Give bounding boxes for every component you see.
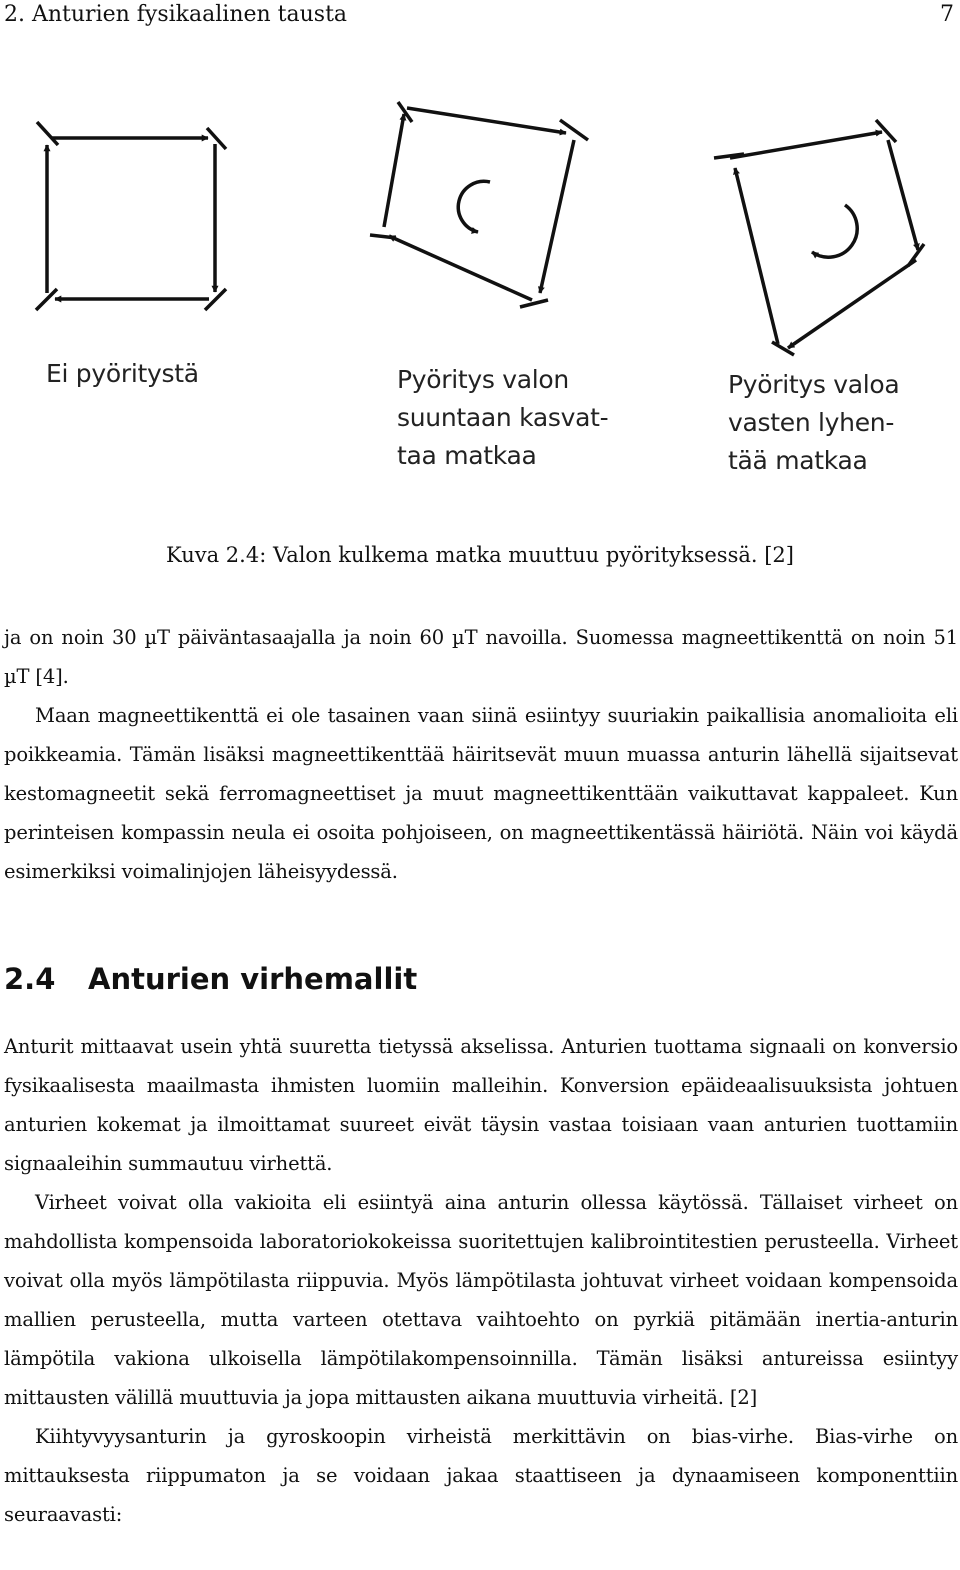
- intro-text: [4, 618, 958, 891]
- section-heading: [4, 955, 417, 1003]
- paragraph: Maan magneettikenttä ei ole tasainen vaan siinä esiintyy suuriakin paikallisia anomalioita eli poikkeamia. Tämän lisäksi magneettikenttää häiritsevät muun muassa anturin lähellä sijaitsevat kestomagneetit sekä ferromagneettiset ja muut magneettikenttään vaikuttavat kappaleet. Kun perinteisen kompassin neula ei osoita pohjoiseen, on magneettikentässä häiriötä. Näin voi käydä esimerkiksi voimalinjojen läheisyydessä.: [4, 704, 958, 883]
- section-number: 2.4: [4, 962, 56, 996]
- arrow-top: [730, 132, 882, 158]
- arrow-right: [540, 140, 574, 293]
- arrow-left: [735, 168, 778, 344]
- figure-caption: Kuva 2.4: Valon kulkema matka muuttuu pyörityksessä. [2]: [166, 543, 794, 567]
- mirror-top-left: [37, 122, 58, 145]
- arrow-right: [888, 140, 918, 250]
- running-header: [4, 0, 954, 30]
- mirror-bottom-left: [370, 235, 396, 238]
- mirror-top-left: [398, 102, 412, 122]
- page-number: 7: [940, 2, 954, 27]
- section-body: [4, 1027, 958, 1534]
- mirror-bottom-left: [772, 342, 794, 355]
- square-rotation-against-light: [714, 120, 924, 355]
- square-rotation-with-light: [370, 102, 588, 307]
- square-no-rotation: [36, 122, 226, 310]
- figure-sagnac-rotation: [0, 80, 960, 500]
- rotation-arrow-icon: [458, 181, 490, 232]
- paragraph: ja on noin 30 µT päiväntasaajalla ja noin 60 µT navoilla. Suomessa magneettikenttä on noin 51 µT [4].: [4, 626, 958, 688]
- arrow-top: [407, 108, 566, 133]
- mirror-top-right: [560, 120, 588, 140]
- arrow-left: [384, 114, 404, 227]
- mirror-bottom-right: [520, 300, 548, 307]
- label-no-rotation: Ei pyöritystä: [46, 359, 199, 388]
- label-rotation-with-light: Pyöritys valon suuntaan kasvat- taa matkaa: [397, 365, 609, 470]
- chapter-title: 2. Anturien fysikaalinen tausta: [4, 2, 348, 27]
- section-title: Anturien virhemallit: [88, 962, 418, 996]
- rotation-arrow-icon: [812, 205, 857, 257]
- arrow-bottom: [389, 236, 532, 300]
- arrow-bottom: [788, 260, 916, 348]
- paragraph: Anturit mittaavat usein yhtä suuretta tietyssä akselissa. Anturien tuottama signaali on konversio fysikaalisesta maailmasta ihmisten luomiin malleihin. Konversion epäideaalisuuksista johtuen anturien kokemat ja ilmoittamat suureet eivät täysin vastaa toisiaan vaan anturien tuottamiin signaaleihin summautuu virhettä.: [4, 1035, 958, 1175]
- paragraph: Virheet voivat olla vakioita eli esiintyä aina anturin ollessa käytössä. Tällaiset virheet on mahdollista kompensoida laboratoriokokeissa suoritettujen kalibrointitestien perusteella. Virheet voivat olla myös lämpötilasta riippuvia. Myös lämpötilasta johtuvat virheet voidaan kompensoida mallien perusteella, mutta varteen otettava vaihtoehto on pyrkiä pitämään inertia-anturin lämpötila vakiona ulkoisella lämpötilakompensoinnilla. Tämän lisäksi antureissa esiintyy mittausten välillä muuttuvia ja jopa mittausten aikana muuttuvia virheitä. [2]: [4, 1191, 958, 1409]
- paragraph: Kiihtyvyysanturin ja gyroskoopin virheistä merkittävin on bias-virhe. Bias-virhe on mittauksesta riippumaton ja se voidaan jakaa staattiseen ja dynaamiseen komponenttiin seuraavasti:: [4, 1425, 958, 1526]
- label-rotation-against-light: Pyöritys valoa vasten lyhen- tää matkaa: [728, 370, 900, 475]
